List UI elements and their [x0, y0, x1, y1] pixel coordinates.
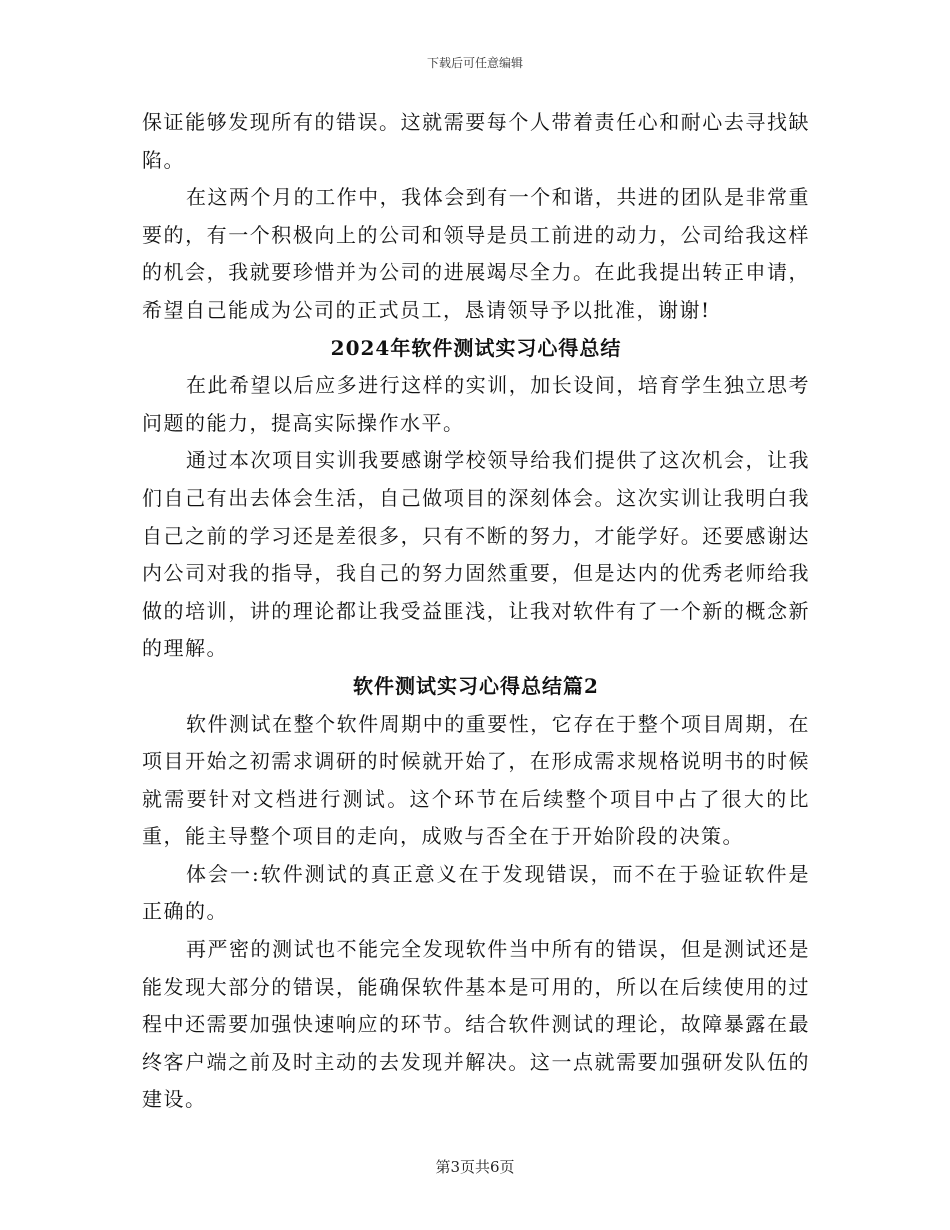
section-heading-2024: 2024年软件测试实习心得总结	[330, 335, 622, 360]
page-header: 下载后可任意编辑	[426, 56, 523, 70]
document-body	[142, 104, 810, 1119]
paragraph-thanks: 通过本次项目实训我要感谢学校领导给我们提供了这次机会，让我们自己有出去体会生活，自己做项目的深刻体会。这次实训让我明白我自己之前的学习还是差很多，只有不断的努力，才能学好。还要感谢达内公司对我的指导，我自己的努力固然重要，但是达内的优秀老师给我做的培训，讲的理论都让我受益匪浅，让我对软件有了一个新的概念新的理解。	[142, 448, 810, 661]
page-footer: 第3页共6页	[435, 1158, 515, 1176]
paragraph-hope: 在此希望以后应多进行这样的实训，加长设间，培育学生独立思考问题的能力，提高实际操作水平。	[142, 373, 810, 435]
paragraph-application: 在这两个月的工作中，我体会到有一个和谐，共进的团队是非常重要的，有一个积极向上的公司和领导是员工前进的动力，公司给我这样的机会，我就要珍惜并为公司的进展竭尽全力。在此我提出转正申请，希望自己能成为公司的正式员工，恳请领导予以批准，谢谢!	[142, 185, 810, 322]
paragraph-insight-one: 体会一:软件测试的真正意义在于发现错误，而不在于验证软件是正确的。	[142, 861, 810, 924]
paragraph-rigorous-testing: 再严密的测试也不能完全发现软件当中所有的错误，但是测试还是能发现大部分的错误，能确保软件基本是可用的，所以在后续使用的过程中还需要加强快速响应的环节。结合软件测试的理论，故障暴露在最终客户端之前及时主动的去发现并解决。这一点就需要加强研发队伍的建设。	[142, 937, 810, 1112]
section-heading-part2: 软件测试实习心得总结篇2	[353, 673, 599, 698]
paragraph-importance: 软件测试在整个软件周期中的重要性，它存在于整个项目周期，在项目开始之初需求调研的时候就开始了，在形成需求规格说明书的时候就需要针对文档进行测试。这个环节在后续整个项目中占了很大的比重，能主导整个项目的走向，成败与否全在于开始阶段的决策。	[142, 711, 810, 849]
paragraph-continuation: 保证能够发现所有的错误。这就需要每个人带着责任心和耐心去寻找缺陷。	[142, 110, 810, 172]
